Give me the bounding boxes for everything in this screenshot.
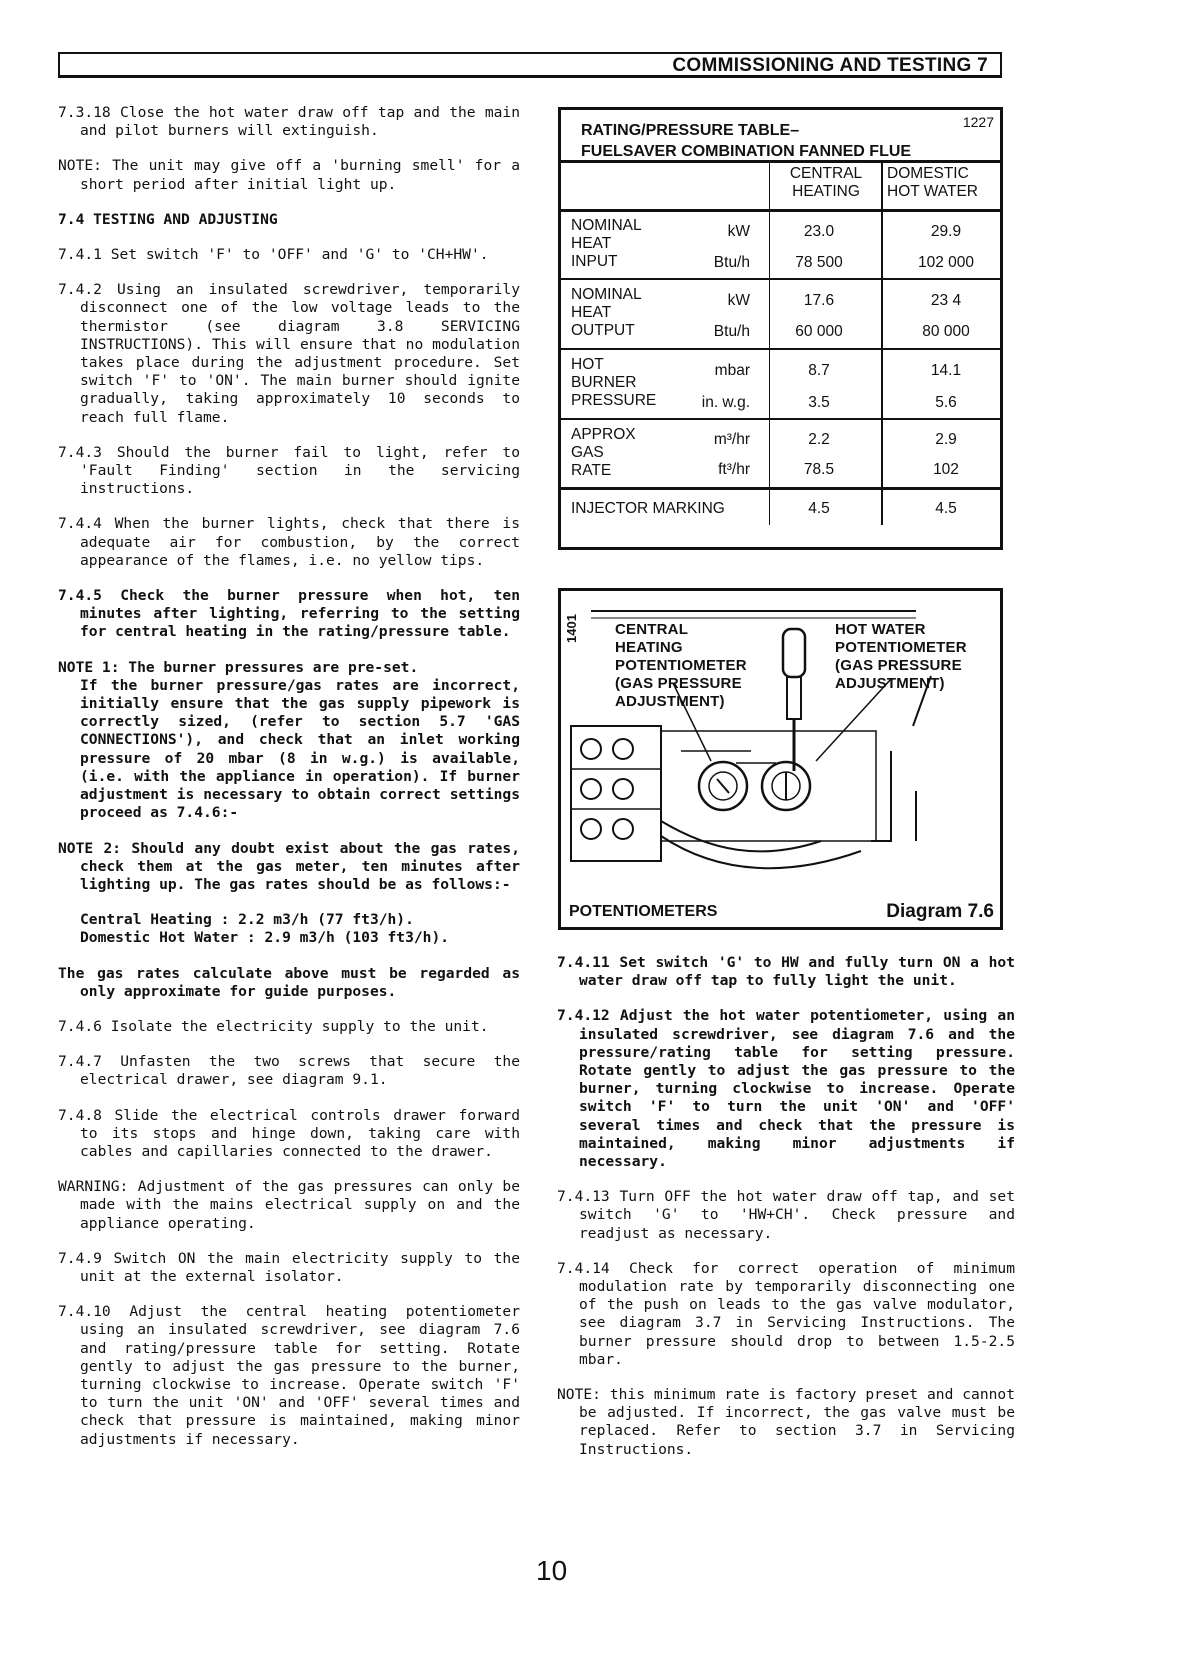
value-cell: 8.7 <box>808 362 830 379</box>
warning-gas-pressure: WARNING: Adjustment of the gas pressures can only be made with the mains electrical supply on and the appliance operating. <box>58 1178 520 1232</box>
caption-line: POTENTIOMETER <box>615 657 747 674</box>
left-column <box>58 104 520 1466</box>
para-7-4-11: 7.4.11 Set switch 'G' to HW and fully turn ON a hot water draw off tap to fully light the unit. <box>557 954 1015 990</box>
col-header-ch-1: CENTRAL <box>789 165 863 182</box>
para-7-4-8: 7.4.8 Slide the electrical controls drawer forward to its stops and hinge down, taking care with cables and capillaries connected to the drawer. <box>58 1106 520 1160</box>
value-cell: 14.1 <box>930 362 962 379</box>
note-minimum-rate: NOTE: this minimum rate is factory preset and cannot be adjusted. If incorrect, the gas valve must be replaced. Refer to section 3.7 in Servicing Instructions. <box>557 1386 1015 1458</box>
row-label-line: INPUT <box>571 253 618 270</box>
row-label-line: PRESSURE <box>571 392 657 409</box>
value-cell: 102 000 <box>917 254 975 271</box>
unit: Btu/h <box>713 323 750 340</box>
col-header-domestic-hot-water <box>887 165 1002 201</box>
gas-rates-remark: The gas rates calculate above must be regarded as only approximate for guide purposes. <box>58 964 520 1000</box>
value-cell: 23.0 <box>803 223 835 240</box>
diagram-code: 1401 <box>563 614 579 643</box>
value-cell: 80 000 <box>922 323 970 340</box>
col-header-dhw-1: DOMESTIC <box>887 165 969 182</box>
value-cell: 3.5 <box>808 394 830 411</box>
value-cell: 23 4 <box>930 292 962 309</box>
row-label-heat-input <box>571 217 642 271</box>
caption-line: ADJUSTMENT) <box>835 675 945 692</box>
value-cell: 17.6 <box>803 292 835 309</box>
central-heating-potentiometer-caption <box>615 621 747 711</box>
gas-rate-central-heating: Central Heating : 2.2 m3/h (77 ft3/h). <box>80 911 414 929</box>
row-label-line: GAS <box>571 444 604 461</box>
rating-pressure-table <box>558 107 1003 550</box>
caption-line: HOT WATER <box>835 621 926 638</box>
hot-water-potentiometer-caption <box>835 621 967 693</box>
caption-line: ADJUSTMENT) <box>615 693 725 710</box>
table-rule <box>561 278 1000 280</box>
para-7-4-1: 7.4.1 Set switch 'F' to 'OFF' and 'G' to 'CH+HW'. <box>58 246 489 264</box>
unit: Btu/h <box>713 254 750 271</box>
gas-rates <box>80 911 520 947</box>
caption-line: POTENTIOMETER <box>835 639 967 656</box>
row-label-line: RATE <box>571 462 612 479</box>
para-7-4-7: 7.4.7 Unfasten the two screws that secure the electrical drawer, see diagram 9.1. <box>58 1053 520 1089</box>
note-1-head: NOTE 1: The burner pressures are pre-set. <box>58 658 419 676</box>
row-label-line: NOMINAL <box>571 217 642 234</box>
table-divider <box>769 160 770 525</box>
para-7-4-3: 7.4.3 Should the burner fail to light, refer to 'Fault Finding' section in the servicing instructions. <box>58 443 520 498</box>
value-cell: 2.9 <box>935 431 957 448</box>
para-7-4-2: 7.4.2 Using an insulated screwdriver, temporarily disconnect one of the low voltage leads to the thermistor (see diagram 3.8 SERVICING INSTRUCTIONS). This will ensure that no modulation takes place during the adjustment procedure. Set switch 'F' to 'ON'. The main burner should ignite gradually, taking approximately 10 seconds to reach full flame. <box>58 281 520 426</box>
note-2: NOTE 2: Should any doubt exist about the gas rates, check them at the gas meter, ten minutes after lighting up. The gas rates should be as follows:- <box>58 839 520 893</box>
unit: kW <box>727 223 750 240</box>
table-code: 1227 <box>962 114 994 130</box>
unit: m³/hr <box>713 431 750 448</box>
para-7-4-5: 7.4.5 Check the burner pressure when hot, ten minutes after lighting, referring to the setting for central heating in the rating/pressure table. <box>58 587 520 641</box>
value-cell: 78.5 <box>803 461 835 478</box>
gas-rate-domestic-hot-water: Domestic Hot Water : 2.9 m3/h (103 ft3/h). <box>80 929 450 947</box>
table-divider <box>881 160 883 525</box>
value-cell: 102 <box>933 461 959 478</box>
table-title-line-2: FUELSAVER COMBINATION FANNED FLUE <box>581 143 912 160</box>
row-label-burner-pressure <box>571 356 656 410</box>
col-header-central-heating <box>775 165 877 201</box>
heading-testing-adjusting: 7.4 TESTING AND ADJUSTING <box>58 210 278 228</box>
para-7-4-6: 7.4.6 Isolate the electricity supply to the unit. <box>58 1017 489 1035</box>
para-7-4-14: 7.4.14 Check for correct operation of minimum modulation rate by temporarily disconnecting one of the push on leads to the gas valve modulator, see diagram 3.7 in Servicing Instructions. The burner pressure should drop to between 1.5-2.5 mbar. <box>557 1259 1015 1368</box>
row-label-line: OUTPUT <box>571 322 635 339</box>
value-cell: 29.9 <box>930 223 962 240</box>
para-7-4-12: 7.4.12 Adjust the hot water potentiometer, using an insulated screwdriver, see diagram 7.6 and the pressure/rating table for setting pressure. Rotate gently to adjust the gas pressure to the burner, turning clockwise to increase. Operate switch 'F' to turn the unit 'ON' and 'OFF' several times and check that the pressure is maintained, making minor adjustments if necessary. <box>557 1007 1015 1171</box>
right-column <box>557 954 1015 1476</box>
note-1-body: If the burner pressure/gas rates are incorrect, initially ensure that the gas supply pipework is correctly sized, (refer to section 5.7 'GAS CONNECTIONS'), and check that an inlet working pressure of 20 mbar (8 in w.g.) is available, (i.e. with the appliance in operation). If burner adjustment is necessary to obtain correct settings proceed as 7.4.6:- <box>80 676 520 822</box>
unit: kW <box>727 292 750 309</box>
para-7-4-10: 7.4.10 Adjust the central heating potentiometer using an insulated screwdriver, see diagram 7.6 and rating/pressure table for setting. Rotate gently to adjust the gas pressure to the burner, turning clockwise to increase. Operate switch 'F' to turn the unit 'ON' and 'OFF' several times and check that pressure is maintained, making minor adjustments if necessary. <box>58 1303 520 1448</box>
para-7-4-9: 7.4.9 Switch ON the main electricity supply to the unit at the external isolator. <box>58 1249 520 1285</box>
section-title: COMMISSIONING AND TESTING 7 <box>672 55 988 76</box>
caption-line: CENTRAL <box>615 621 689 638</box>
value-cell: 5.6 <box>935 394 957 411</box>
row-label-line: HEAT <box>571 235 612 252</box>
table-rule <box>561 418 1000 420</box>
row-label-heat-output <box>571 286 642 340</box>
row-label-line: NOMINAL <box>571 286 642 303</box>
row-label-gas-rate <box>571 426 636 480</box>
col-header-dhw-2: HOT WATER <box>887 183 978 200</box>
section-header <box>58 52 1002 78</box>
para-7-4-13: 7.4.13 Turn OFF the hot water draw off tap, and set switch 'G' to 'HW+CH'. Check pressure and readjust as necessary. <box>557 1188 1015 1242</box>
row-label-line: HEAT <box>571 304 612 321</box>
value-cell: 2.2 <box>808 431 830 448</box>
col-header-ch-2: HEATING <box>792 183 860 200</box>
note-burning-smell: NOTE: The unit may give off a 'burning smell' for a short period after initial light up. <box>58 157 520 193</box>
value-cell: 4.5 <box>935 500 957 517</box>
table-rule <box>561 160 1000 163</box>
para-7-3-18: 7.3.18 Close the hot water draw off tap and the main and pilot burners will extinguish. <box>58 104 520 140</box>
row-label-line: BURNER <box>571 374 637 391</box>
row-label-line: HOT <box>571 356 604 373</box>
value-cell: 78 500 <box>795 254 843 271</box>
para-7-4-4: 7.4.4 When the burner lights, check that there is adequate air for combustion, by the correct appearance of the flames, i.e. no yellow tips. <box>58 515 520 569</box>
unit: mbar <box>714 362 750 379</box>
diagram-number: Diagram 7.6 <box>886 901 994 922</box>
diagram-caption-potentiometers: POTENTIOMETERS <box>569 903 718 920</box>
unit: in. w.g. <box>701 394 750 411</box>
table-title-line-1: RATING/PRESSURE TABLE– <box>581 122 800 139</box>
value-cell: 60 000 <box>795 323 843 340</box>
table-rule <box>561 348 1000 350</box>
table-rule <box>561 487 1000 490</box>
caption-line: (GAS PRESSURE <box>835 657 962 674</box>
note-1 <box>58 659 520 823</box>
value-cell: 4.5 <box>808 500 830 517</box>
caption-line: (GAS PRESSURE <box>615 675 742 692</box>
table-title <box>581 120 911 162</box>
table-rule <box>561 209 1000 212</box>
page-number: 10 <box>536 1555 568 1586</box>
diagram-potentiometers <box>558 588 1003 930</box>
unit: ft³/hr <box>718 461 750 478</box>
caption-line: HEATING <box>615 639 683 656</box>
row-label-line: APPROX <box>571 426 636 443</box>
row-label-injector-marking: INJECTOR MARKING <box>571 500 725 517</box>
